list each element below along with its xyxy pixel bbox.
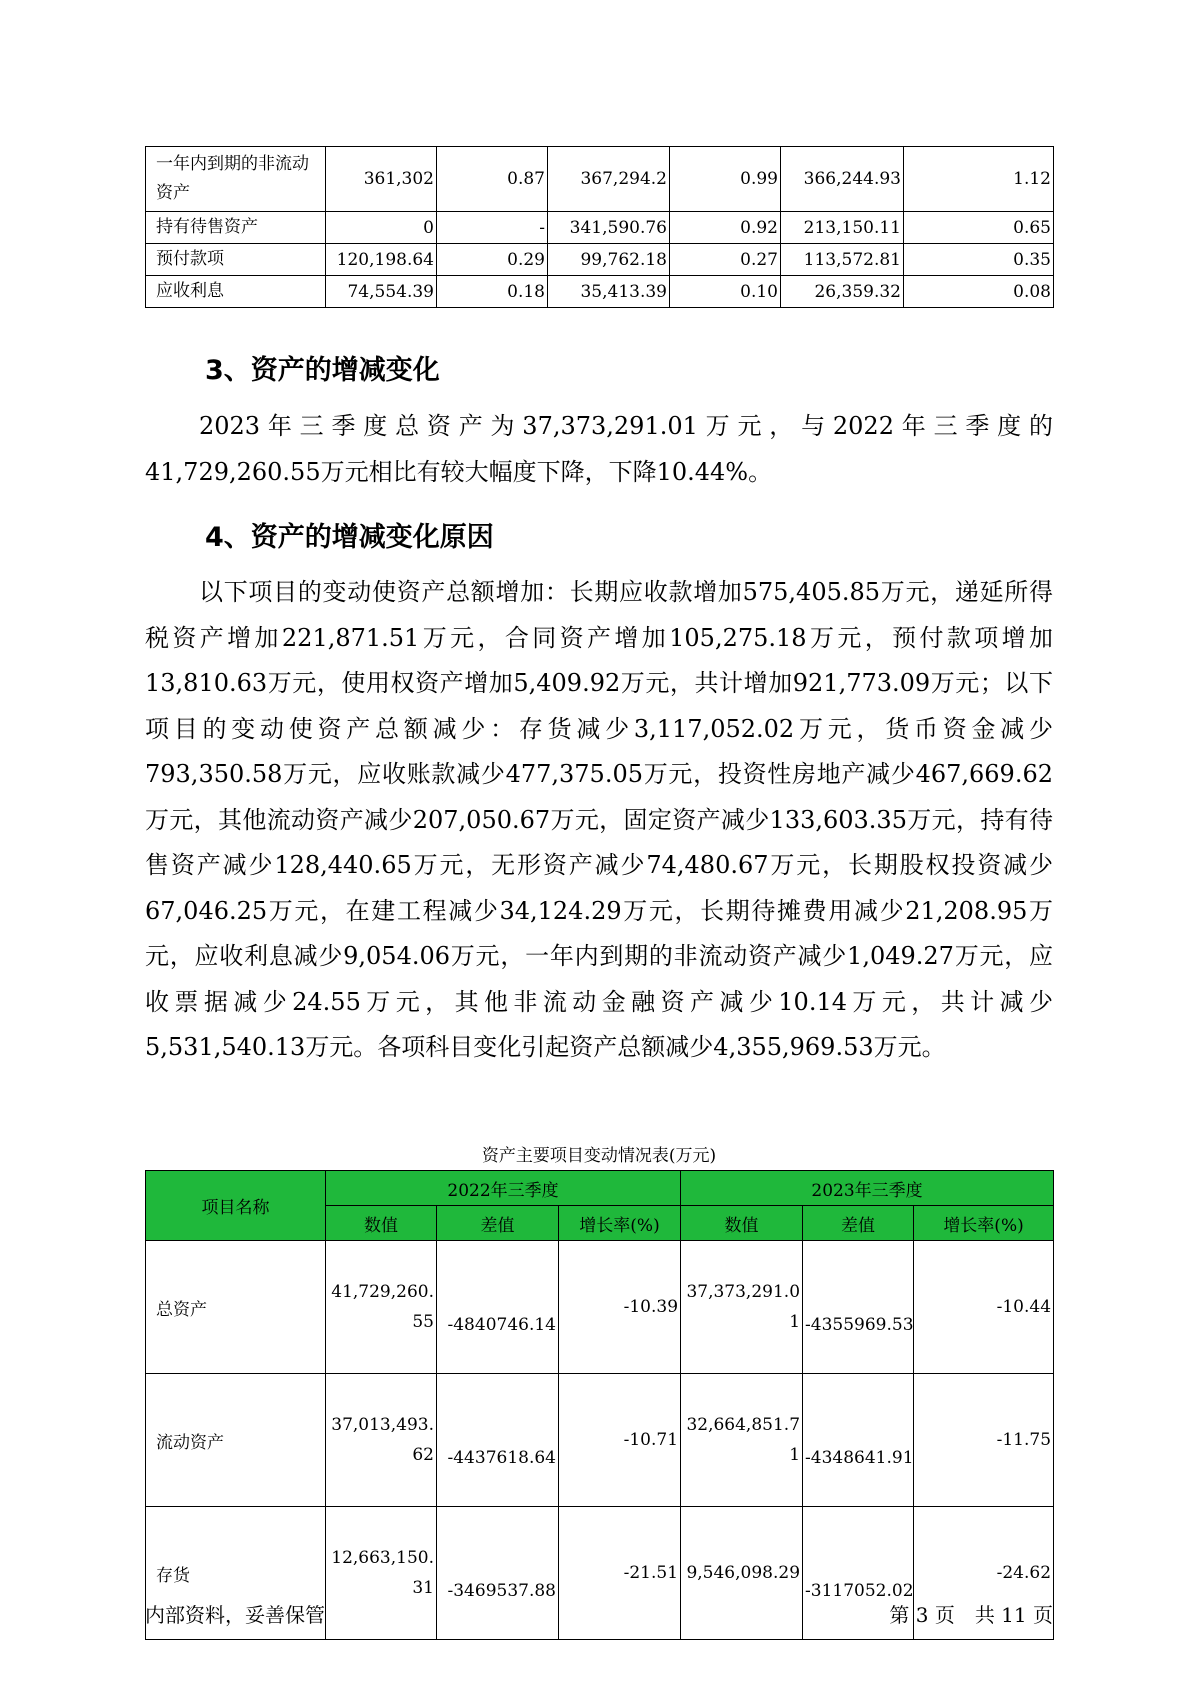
section-paragraph-asset-change: 2023年三季度总资产为37,373,291.01万元，与2022年三季度的41,729,260.55万元相比有较大幅度下降，下降10.44%。	[145, 412, 1053, 486]
cell-percent: 0.27	[670, 244, 781, 276]
section-heading-change-reasons: 4、资产的增减变化原因	[205, 522, 494, 553]
table-row	[146, 276, 1054, 308]
cell-value: 32,664,851.71	[681, 1374, 803, 1507]
cell-diff: -4348641.91	[803, 1374, 914, 1507]
cell-diff: -4840746.14	[437, 1241, 559, 1374]
table-row	[146, 212, 1054, 244]
table-row	[146, 1374, 1054, 1507]
cell-value: 35,413.39	[548, 276, 670, 308]
cell-value: 74,554.39	[326, 276, 437, 308]
cell-percent: 0.87	[437, 147, 548, 212]
header-diff: 差值	[437, 1206, 559, 1241]
row-name: 总资产	[146, 1241, 326, 1374]
cell-value: 0	[326, 212, 437, 244]
table-row	[146, 244, 1054, 276]
cell-value: 9,546,098.29	[681, 1507, 803, 1640]
cell-percent: -	[437, 212, 548, 244]
table-row	[146, 1241, 1054, 1374]
row-name: 流动资产	[146, 1374, 326, 1507]
table-row	[146, 147, 1054, 212]
row-name: 存货	[146, 1507, 326, 1640]
cell-value: 12,663,150.31	[326, 1507, 437, 1640]
header-period-2022: 2022年三季度	[326, 1171, 681, 1206]
cell-diff: -3117052.02	[803, 1507, 914, 1640]
cell-percent: 0.08	[904, 276, 1054, 308]
cell-rate: -21.51	[559, 1507, 681, 1640]
header-rate: 增长率(%)	[559, 1206, 681, 1241]
asset-change-table	[145, 1170, 1054, 1640]
cell-value: 41,729,260.55	[326, 1241, 437, 1374]
cell-value: 366,244.93	[781, 147, 904, 212]
cell-rate: -24.62	[914, 1507, 1054, 1640]
header-diff: 差值	[803, 1206, 914, 1241]
header-item-name: 项目名称	[146, 1171, 326, 1241]
row-name: 持有待售资产	[146, 212, 326, 244]
section-paragraph-change-reasons: 以下项目的变动使资产总额增加：长期应收款增加575,405.85万元，递延所得税资产增加221,871.51万元，合同资产增加105,275.18万元，预付款项增加13,810.63万元，使用权资产增加5,409.92万元，共计增加921,773.09万元；以下项目的变动使资产总额减少：存货减少3,117,052.02万元，货币资金减少793,350.58万元，应收账款减少477,375.05万元，投资性房地产减少467,669.62万元，其他流动资产减少207,050.67万元，固定资产减少133,603.35万元，持有待售资产减少128,440.65万元，无形资产减少74,480.67万元，长期股权投资减少67,046.25万元，在建工程减少34,124.29万元，长期待摊费用减少21,208.95万元，应收利息减少9,054.06万元，一年内到期的非流动资产减少1,049.27万元，应收票据减少24.55万元，其他非流动金融资产减少10.14万元，共计减少5,531,540.13万元。各项科目变化引起资产总额减少4,355,969.53万元。	[145, 578, 1053, 1061]
cell-value: 361,302	[326, 147, 437, 212]
header-rate: 增长率(%)	[914, 1206, 1054, 1241]
row-name: 应收利息	[146, 276, 326, 308]
cell-rate: -11.75	[914, 1374, 1054, 1507]
table-caption: 资产主要项目变动情况表(万元)	[481, 1146, 717, 1166]
header-value: 数值	[681, 1206, 803, 1241]
cell-diff: -4355969.53	[803, 1241, 914, 1374]
cell-value: 341,590.76	[548, 212, 670, 244]
footer-confidential-note: 内部资料，妥善保管	[145, 1603, 325, 1627]
cell-percent: 0.29	[437, 244, 548, 276]
cell-percent: 0.35	[904, 244, 1054, 276]
footer-page-number: 第 3 页 共 11 页	[889, 1603, 1053, 1627]
section-heading-asset-change: 3、资产的增减变化	[205, 355, 440, 386]
cell-percent: 0.99	[670, 147, 781, 212]
cell-value: 99,762.18	[548, 244, 670, 276]
table-header-row	[146, 1171, 1054, 1206]
asset-structure-table	[145, 146, 1054, 308]
cell-rate: -10.44	[914, 1241, 1054, 1374]
row-name: 一年内到期的非流动资产	[146, 147, 326, 212]
cell-value: 120,198.64	[326, 244, 437, 276]
cell-value: 26,359.32	[781, 276, 904, 308]
cell-diff: -4437618.64	[437, 1374, 559, 1507]
header-period-2023: 2023年三季度	[681, 1171, 1054, 1206]
cell-percent: 0.18	[437, 276, 548, 308]
cell-value: 37,373,291.01	[681, 1241, 803, 1374]
cell-value: 213,150.11	[781, 212, 904, 244]
cell-percent: 0.92	[670, 212, 781, 244]
cell-rate: -10.39	[559, 1241, 681, 1374]
cell-value: 367,294.2	[548, 147, 670, 212]
header-value: 数值	[326, 1206, 437, 1241]
cell-diff: -3469537.88	[437, 1507, 559, 1640]
cell-value: 113,572.81	[781, 244, 904, 276]
cell-percent: 0.10	[670, 276, 781, 308]
row-name: 预付款项	[146, 244, 326, 276]
cell-percent: 1.12	[904, 147, 1054, 212]
cell-percent: 0.65	[904, 212, 1054, 244]
cell-value: 37,013,493.62	[326, 1374, 437, 1507]
cell-rate: -10.71	[559, 1374, 681, 1507]
